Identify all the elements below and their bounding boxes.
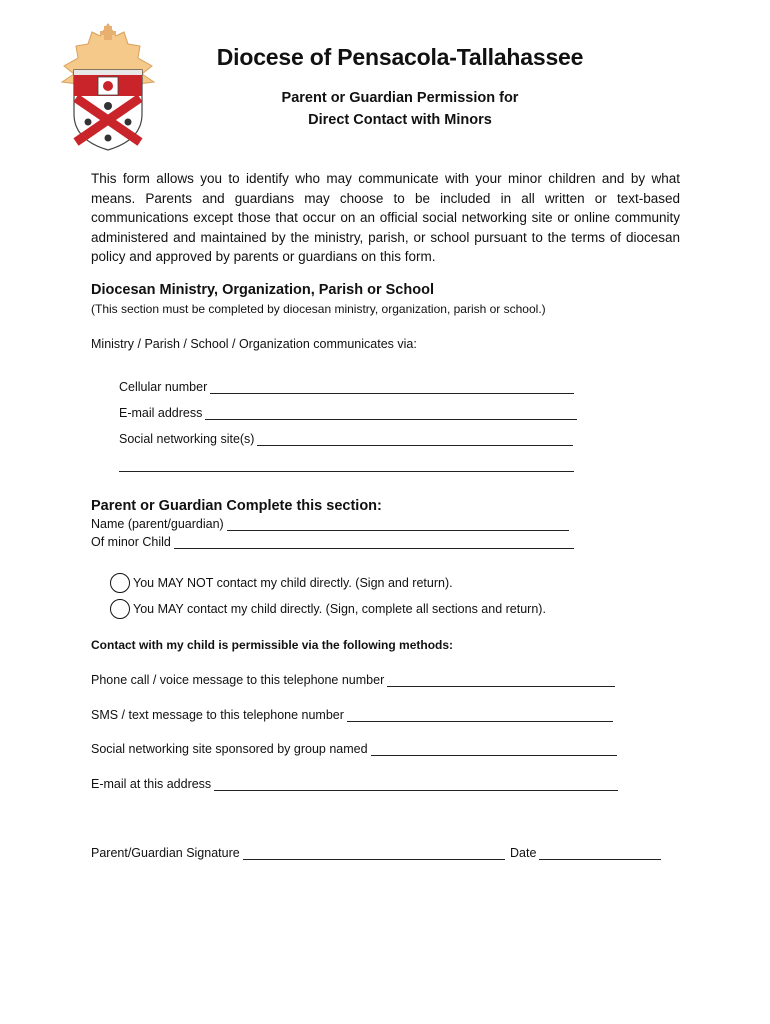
intro-paragraph: This form allows you to identify who may communicate with your minor children and by what means. Parents and guardians may choose to be included in all written or text-based communications except those that occur on an official social networking site or online community administered and maintained by the ministry, parish, or school pursuant to the terms of diocesan policy and approved by parents or guardians on this form.	[91, 171, 680, 265]
cellular-number-line[interactable]	[210, 381, 574, 394]
ministry-section-note: (This section must be completed by diocesan ministry, organization, parish or school.)	[91, 302, 546, 316]
subtitle-line-1: Parent or Guardian Permission for	[281, 90, 519, 106]
parent-name-line[interactable]	[227, 518, 569, 531]
phone-call-line[interactable]	[387, 674, 615, 687]
signature-field[interactable]	[91, 846, 505, 860]
phone-call-label: Phone call / voice message to this telephone number	[91, 673, 385, 687]
ministry-section-heading: Diocesan Ministry, Organization, Parish or School	[91, 282, 434, 298]
email-address-label: E-mail address	[119, 406, 203, 420]
sms-line[interactable]	[347, 709, 613, 722]
extra-social-line[interactable]	[119, 470, 574, 472]
minor-child-line[interactable]	[174, 536, 574, 549]
page-title: Diocese of Pensacola-Tallahassee	[216, 44, 584, 70]
signature-line[interactable]	[243, 847, 505, 860]
diocese-crest-logo	[58, 22, 158, 154]
parent-name-label: Name (parent/guardian)	[91, 517, 224, 531]
communicates-via-label: Ministry / Parish / School / Organization communicates via:	[91, 337, 417, 351]
email-contact-line[interactable]	[214, 778, 618, 791]
parent-name-field[interactable]	[91, 517, 569, 531]
parent-section-heading: Parent or Guardian Complete this section:	[91, 498, 382, 514]
minor-child-field[interactable]	[91, 535, 574, 549]
may-not-contact-label: You MAY NOT contact my child directly. (Sign and return).	[133, 576, 453, 590]
phone-call-field[interactable]	[91, 673, 615, 687]
social-group-line[interactable]	[371, 743, 617, 756]
option-may-contact[interactable]	[110, 599, 546, 619]
signature-label: Parent/Guardian Signature	[91, 846, 240, 860]
email-address-line[interactable]	[205, 407, 577, 420]
may-not-contact-radio[interactable]	[110, 573, 130, 593]
email-contact-label: E-mail at this address	[91, 777, 212, 791]
date-field[interactable]	[510, 846, 661, 860]
option-may-not-contact[interactable]	[110, 573, 453, 593]
sms-label: SMS / text message to this telephone number	[91, 708, 344, 722]
email-address-field[interactable]	[119, 406, 577, 420]
cellular-number-label: Cellular number	[119, 380, 208, 394]
social-networking-field[interactable]	[119, 432, 573, 446]
may-contact-radio[interactable]	[110, 599, 130, 619]
may-contact-label: You MAY contact my child directly. (Sign, complete all sections and return).	[133, 602, 546, 616]
minor-child-label: Of minor Child	[91, 535, 171, 549]
subtitle-line-2: Direct Contact with Minors	[308, 112, 492, 128]
cellular-number-field[interactable]	[119, 380, 574, 394]
social-networking-line[interactable]	[257, 433, 573, 446]
social-group-label: Social networking site sponsored by group named	[91, 742, 368, 756]
date-line[interactable]	[539, 847, 661, 860]
email-contact-field[interactable]	[91, 777, 618, 791]
social-group-field[interactable]	[91, 742, 617, 756]
contact-methods-heading: Contact with my child is permissible via the following methods:	[91, 638, 454, 652]
sms-field[interactable]	[91, 708, 613, 722]
social-networking-label: Social networking site(s)	[119, 432, 255, 446]
date-label: Date	[510, 846, 537, 860]
